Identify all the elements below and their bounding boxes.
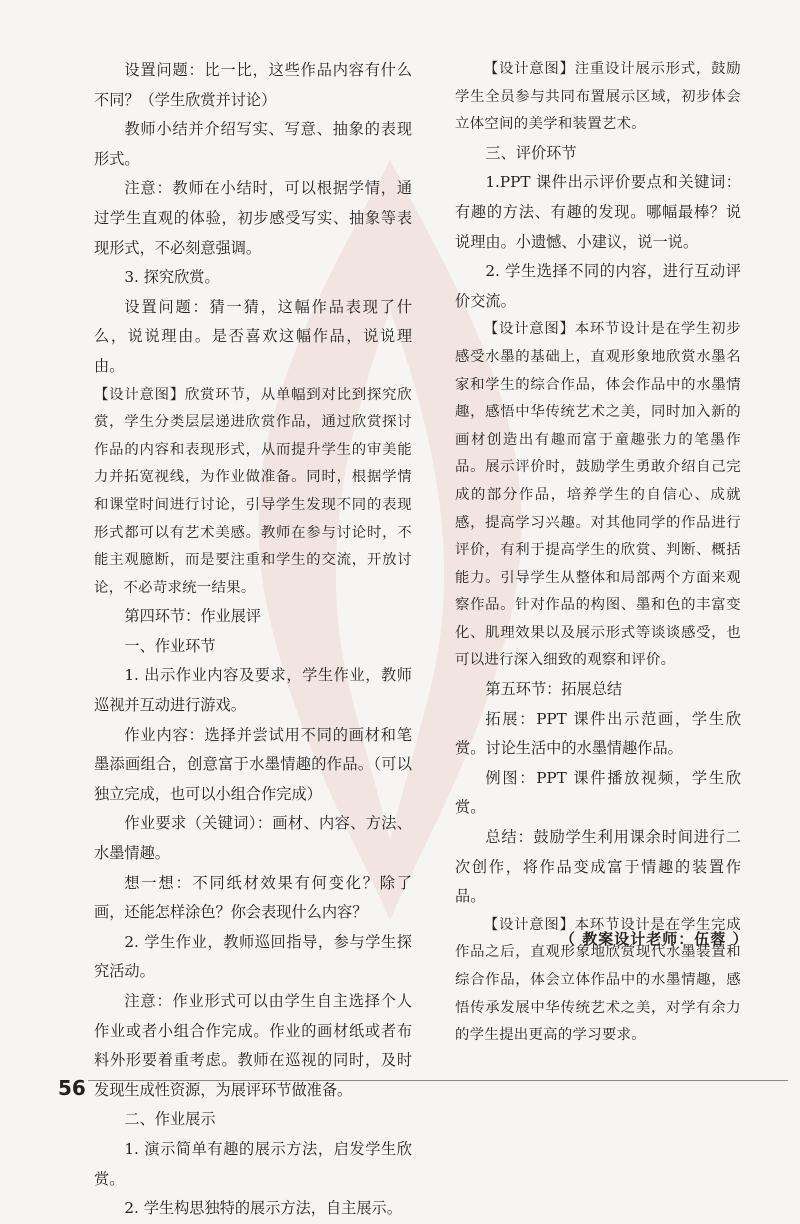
paragraph: 第五环节：拓展总结 <box>485 680 623 699</box>
paragraph: 注意：教师在小结时，可以根据学情，通过学生直观的体验，初步感受写实、抽象等表现形式，不必刻意强调。 <box>94 179 412 257</box>
paragraph: 注意：作业形式可以由学生自主选择个人作业或者小组合作完成。作业的画材纸或者布料外形要着重考虑。教师在巡视的同时，及时发现生成性资源，为展评环节做准备。 <box>94 992 412 1099</box>
left-column <box>94 56 412 1224</box>
paragraph: 1. 演示简单有趣的展示方法，启发学生欣赏。 <box>94 1139 412 1188</box>
right-column <box>455 56 749 1050</box>
author-signature: （ 教案设计老师：伍蓉 ） <box>560 930 749 948</box>
footer-divider <box>88 1080 788 1081</box>
paragraph: 想一想：不同纸材效果有何变化？除了画，还能怎样涂色？你会表现什么内容？ <box>94 873 412 922</box>
page-number: 56 <box>58 1076 86 1100</box>
paragraph: 例图：PPT 课件播放视频，学生欣赏。 <box>455 768 741 817</box>
paragraph: 【设计意图】本环节设计是在学生初步感受水墨的基础上，直观形象地欣赏水墨名家和学生的综合作品，体会作品中的水墨情趣，感悟中华传统艺术之美，同时加入新的画材创造出有趣而富于童趣张力的笔墨作品。展示评价时，鼓励学生勇敢介绍自己完成的部分作品，培养学生的自信心、成就感，提高学习兴趣。对其他同学的作品进行评价，有利于提高学生的欣赏、判断、概括能力。引导学生从整体和局部两个方面来观察作品。针对作品的构图、墨和色的丰富变化、肌理效果以及展示形式等谈谈感受，也可以进行深入细致的观察和评价。 <box>455 321 741 669</box>
paragraph: 2. 学生构思独特的展示方法，自主展示。 <box>124 1199 402 1218</box>
paragraph: 1. 出示作业内容及要求，学生作业，教师巡视并互动进行游戏。 <box>94 666 412 715</box>
paragraph: 【设计意图】欣赏环节，从单幅到对比到探究欣赏，学生分类层层递进欣赏作品，通过欣赏探讨作品的内容和表现形式，从而提升学生的审美能力并拓宽视线，为作业做准备。同时，根据学情和课堂时间进行讨论，引导学生发现不同的表现形式都可以有艺术美感。教师在参与讨论时，不能主观臆断，而是要注重和学生的交流，开放讨论，不必苛求统一结果。 <box>94 386 412 596</box>
paragraph: 1.PPT 课件出示评价要点和关键词：有趣的方法、有趣的发现。哪幅最棒？说说理由。小遗憾、小建议，说一说。 <box>455 173 741 251</box>
paragraph: 设置问题：猜一猜，这幅作品表现了什么，说说理由。是否喜欢这幅作品，说说理由。 <box>94 297 412 375</box>
paragraph: 三、评价环节 <box>485 143 577 162</box>
paragraph: 作业内容：选择并尝试用不同的画材和笔墨添画组合，创意富于水墨情趣的作品。（可以独立完成，也可以小组合作完成） <box>94 725 412 803</box>
paragraph: 2. 学生选择不同的内容，进行互动评价交流。 <box>455 262 741 310</box>
paragraph: 教师小结并介绍写实、写意、抽象的表现形式。 <box>94 120 412 168</box>
paragraph: 二、作业展示 <box>124 1110 216 1129</box>
paragraph: 【设计意图】本环节设计是在学生完成作品之后，直观形象地欣赏现代水墨装置和综合作品，体会立体作品中的水墨情趣，感悟传承发展中华传统艺术之美，对学有余力的学生提出更高的学习要求。 <box>455 916 741 1044</box>
paragraph: 【设计意图】注重设计展示形式，鼓励学生全员参与共同布置展示区域，初步体会立体空间的美学和装置艺术。 <box>455 61 741 133</box>
paragraph: 一、作业环节 <box>124 636 216 655</box>
paragraph: 作业要求（关键词）：画材、内容、方法、水墨情趣。 <box>94 814 412 863</box>
paragraph: 3. 探究欣赏。 <box>124 268 220 287</box>
paragraph: 总结：鼓励学生利用课余时间进行二次创作，将作品变成富于情趣的装置作品。 <box>455 828 741 906</box>
paragraph: 2. 学生作业，教师巡回指导，参与学生探究活动。 <box>94 932 412 981</box>
paragraph: 拓展：PPT 课件出示范画，学生欣赏。讨论生活中的水墨情趣作品。 <box>455 709 741 758</box>
paragraph: 第四环节：作业展评 <box>124 607 262 626</box>
paragraph: 设置问题：比一比，这些作品内容有什么不同？（学生欣赏并讨论） <box>94 61 412 109</box>
